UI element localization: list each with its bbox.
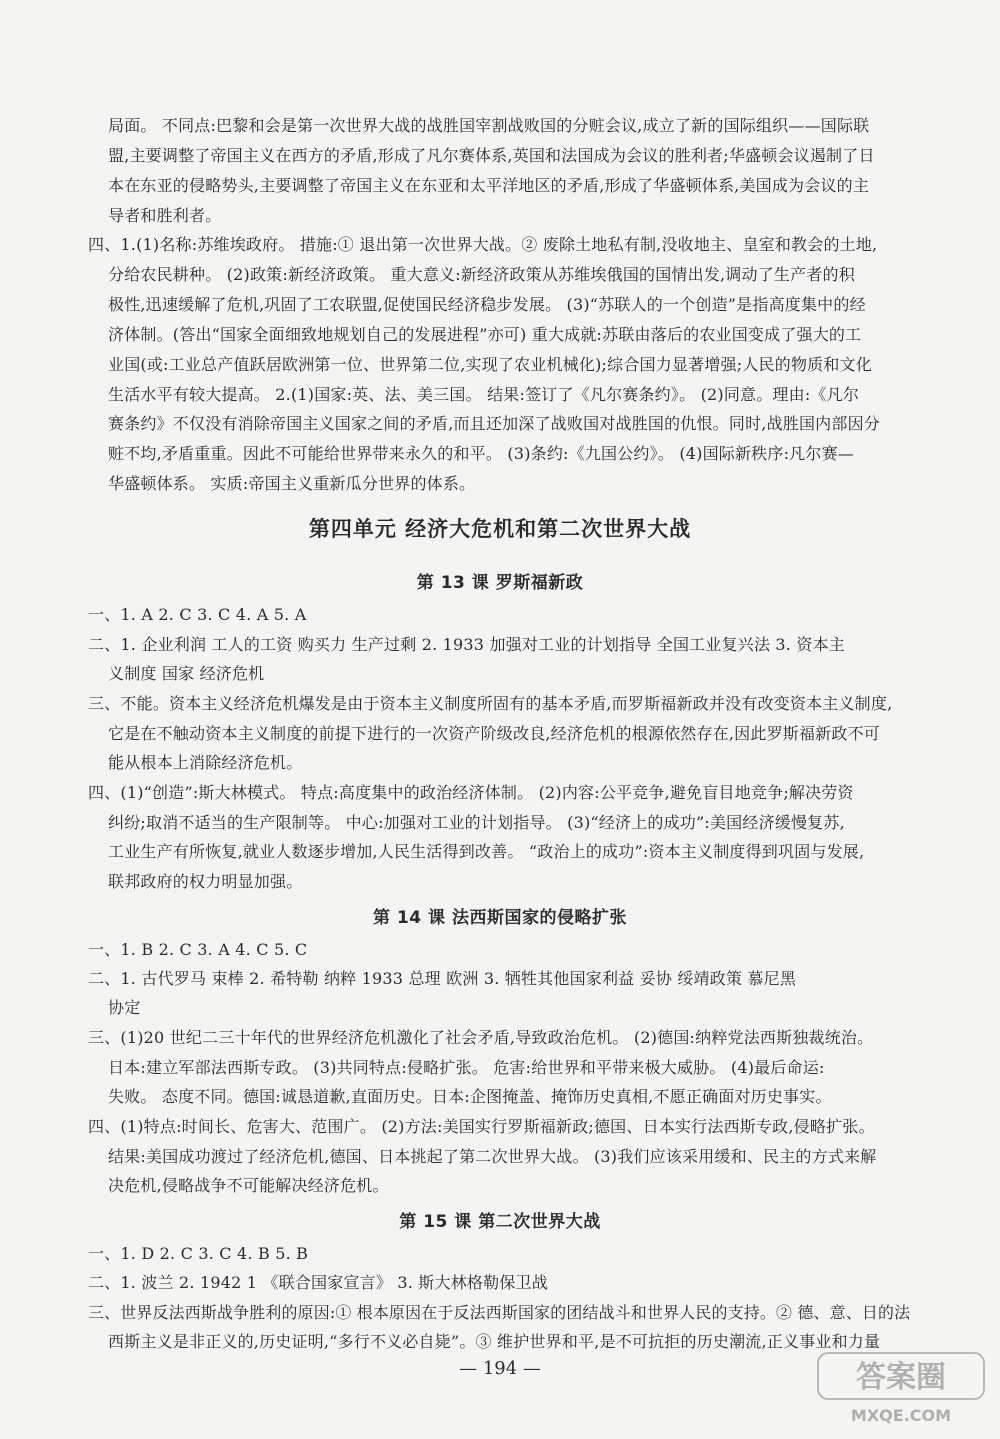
text-line: 义制度 国家 经济危机 xyxy=(108,664,265,683)
text-line: 二、1. 古代罗马 束棒 2. 希特勒 纳粹 1933 总理 欧洲 3. 牺牲其他国家利益 妥协 绥靖政策 慕尼黑 xyxy=(88,969,797,988)
text-line: 日本:建立军部法西斯专政。 (3)共同特点:侵略扩张。 危害:给世界和平带来极大威胁。 (4)最后命运: xyxy=(108,1058,825,1077)
watermark-logo xyxy=(816,1349,986,1429)
text-line: 济体制。(答出“国家全面细致地规划自己的发展进程”亦可) 重大成就:苏联由落后的农业国变成了强大的工 xyxy=(108,325,862,344)
text-line: 生活水平有较大提高。 2.(1)国家:英、法、美三国。 结果:签订了《凡尔赛条约》。 (2)同意。理由:《凡尔 xyxy=(108,385,860,404)
text-line: 华盛顿体系。 实质:帝国主义重新瓜分世界的体系。 xyxy=(108,474,476,493)
page-number: — 194 — xyxy=(459,1358,541,1379)
lesson-14-title: 第 14 课 法西斯国家的侵略扩张 xyxy=(373,908,627,928)
text-line: 盟,主要调整了帝国主义在西方的矛盾,形成了凡尔赛体系,英国和法国成为会议的胜利者;华盛顿会议遏制了日 xyxy=(108,146,875,165)
text-line: 协定 xyxy=(108,998,141,1017)
text-line: 纠纷;取消不适当的生产限制等。 中心:加强对工业的计划指导。 (3)“经济上的成功”:美国经济缓慢复苏, xyxy=(108,813,845,832)
text-line: 四、(1)“创造”:斯大林模式。 特点:高度集中的政治经济体制。 (2)内容:公平竞争,避免盲目地竞争;解决劳资 xyxy=(88,783,854,802)
text-line: 失败。 态度不同。德国:诚恳道歉,直面历史。日本:企图掩盖、掩饰历史真相,不愿正确面对历史事实。 xyxy=(108,1087,832,1106)
text-line: 结果:美国成功渡过了经济危机,德国、日本挑起了第二次世界大战。 (3)我们应该采用缓和、民主的方式来解 xyxy=(108,1147,877,1166)
text-line: 二、1. 企业利润 工人的工资 购买力 生产过剩 2. 1933 加强对工业的计划指导 全国工业复兴法 3. 资本主 xyxy=(88,635,845,654)
lesson-13-title: 第 13 课 罗斯福新政 xyxy=(416,573,584,593)
unit-title: 第四单元 经济大危机和第二次世界大战 xyxy=(308,517,692,541)
text-line: 三、不能。资本主义经济危机爆发是由于资本主义制度所固有的基本矛盾,而罗斯福新政并没有改变资本主义制度, xyxy=(88,694,893,713)
text-line: 赛条约》不仅没有消除帝国主义国家之间的矛盾,而且还加深了战败国对战胜国的仇恨。同时,战胜国内部因分 xyxy=(108,414,880,433)
watermark-big-text: 答案圈 xyxy=(856,1360,946,1395)
text-line: 极性,迅速缓解了危机,巩固了工农联盟,促使国民经济稳步发展。 (3)“苏联人的一个创造”是指高度集中的经 xyxy=(108,295,866,314)
text-line: 四、(1)特点:时间长、危害大、范围广。 (2)方法:美国实行罗斯福新政;德国、日本实行法西斯专政,侵略扩张。 xyxy=(88,1117,875,1136)
text-line: 局面。 不同点:巴黎和会是第一次世界大战的战胜国宰割战败国的分赃会议,成立了新的国际组织——国际联 xyxy=(108,116,870,135)
text-line: 决危机,侵略战争不可能解决经济危机。 xyxy=(108,1176,389,1195)
watermark-url-text: MXQE.COM xyxy=(850,1406,952,1425)
text-line: 联邦政府的权力明显加强。 xyxy=(108,872,303,891)
text-line: 一、1. B 2. C 3. A 4. C 5. C xyxy=(88,940,308,959)
text-line: 分给农民耕种。 (2)政策:新经济政策。 重大意义:新经济政策从苏维埃俄国的国情出发,调动了生产者的积 xyxy=(108,265,855,284)
text-line: 西斯主义是非正义的,历史证明,“多行不义必自毙”。③ 维护世界和平,是不可抗拒的历史潮流,正义事业和力量 xyxy=(108,1332,881,1351)
lesson-15-title: 第 15 课 第二次世界大战 xyxy=(399,1212,601,1232)
text-line: 三、(1)20 世纪二三十年代的世界经济危机激化了社会矛盾,导致政治危机。 (2)德国:纳粹党法西斯独裁统治。 xyxy=(88,1028,874,1047)
text-line: 赃不均,矛盾重重。因此不可能给世界带来永久的和平。 (3)条约:《九国公约》。 (4)国际新秩序:凡尔赛— xyxy=(108,444,854,463)
text-line: 业国(或:工业总产值跃居欧洲第一位、世界第二位,实现了农业机械化);综合国力显著增强;人民的物质和文化 xyxy=(108,355,872,374)
text-line: 导者和胜利者。 xyxy=(108,206,222,225)
text-line: 工业生产有所恢复,就业人数逐步增加,人民生活得到改善。 “政治上的成功”:资本主义制度得到巩固与发展, xyxy=(108,842,865,861)
text-line: 四、1.(1)名称:苏维埃政府。 措施:① 退出第一次世界大战。② 废除土地私有制,没收地主、皇室和教会的土地, xyxy=(88,235,878,254)
text-line: 二、1. 波兰 2. 1942 1 《联合国家宣言》 3. 斯大林格勒保卫战 xyxy=(88,1273,548,1292)
text-line: 一、1. D 2. C 3. C 4. B 5. B xyxy=(88,1244,309,1263)
text-line: 本在东亚的侵略势头,主要调整了帝国主义在东亚和太平洋地区的矛盾,形成了华盛顿体系,美国成为会议的主 xyxy=(108,176,870,195)
watermark-icon xyxy=(816,1349,986,1429)
text-line: 三、世界反法西斯战争胜利的原因:① 根本原因在于反法西斯国家的团结战斗和世界人民的支持。② 德、意、日的法 xyxy=(88,1303,911,1322)
text-line: 一、1. A 2. C 3. C 4. A 5. A xyxy=(88,605,307,624)
text-line: 能从根本上消除经济危机。 xyxy=(108,753,303,772)
text-line: 它是在不触动资本主义制度的前提下进行的一次资产阶级改良,经济危机的根源依然存在,因此罗斯福新政不可 xyxy=(108,724,880,743)
